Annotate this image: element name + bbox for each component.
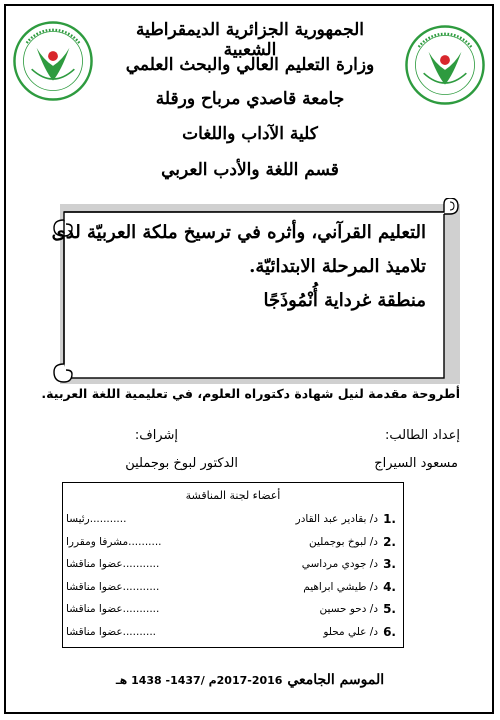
committee-member <box>64 602 400 620</box>
season-label: الموسم الجامعي <box>287 672 385 688</box>
committee-member <box>64 557 400 575</box>
member-number: 4. <box>383 580 396 594</box>
academic-season <box>110 672 390 688</box>
university-logo-left <box>12 20 94 102</box>
member-name: د/ لبوخ بوجملين <box>308 536 378 548</box>
member-role: ...........عضوا مناقشا <box>66 558 160 570</box>
department-name: قسم اللغة والأدب العربي <box>161 160 339 180</box>
preparer-name: مسعود السيراج <box>374 456 458 471</box>
republic-name: الجمهورية الجزائرية الديمقراطية الشعبية <box>135 20 364 60</box>
preparer-label: إعداد الطالب: <box>384 428 460 443</box>
thesis-title-line-1: التعليم القرآني، وأثره في ترسيخ ملكة العربيّة لدى <box>51 222 426 243</box>
thesis-title-line-3: منطقة غرداية أُنْمُوذَجًا <box>263 290 426 311</box>
university-name: جامعة قاصدي مرباح ورقلة <box>155 89 345 109</box>
member-number: 5. <box>383 602 396 616</box>
university-logo-right <box>404 24 486 106</box>
committee-title: أعضاء لجنة المناقشة <box>185 489 281 502</box>
committee-member <box>64 512 400 530</box>
season-years: 2016-2017م /1437- 1438 هـ <box>115 674 283 687</box>
faculty-name: كلية الآداب واللغات <box>182 124 318 144</box>
member-number: 1. <box>383 512 396 526</box>
member-role: ...........رئيسا <box>66 513 127 525</box>
member-name: د/ علي محلو <box>323 626 378 638</box>
member-number: 2. <box>383 535 396 549</box>
member-name: د/ بقادير عبد القادر <box>295 513 378 525</box>
ministry-name: وزارة التعليم العالي والبحث العلمي <box>125 55 375 75</box>
member-number: 6. <box>383 625 396 639</box>
committee-member <box>64 535 400 553</box>
committee-member <box>64 580 400 598</box>
member-role: ..........مشرفا ومقررا <box>66 536 162 548</box>
member-name: د/ جودي مرداسي <box>301 558 378 570</box>
committee-member <box>64 625 400 643</box>
member-role: ...........عضوا مناقشا <box>66 581 160 593</box>
member-number: 3. <box>383 557 396 571</box>
thesis-title-line-2: تلاميذ المرحلة الابتدائيّة. <box>249 256 426 277</box>
supervisor-label: إشراف: <box>134 428 178 443</box>
member-role: ...........عضوا مناقشا <box>66 603 160 615</box>
member-name: د/ دحو حسين <box>319 603 378 615</box>
member-role: ..........عضوا مناقشا <box>66 626 157 638</box>
thesis-purpose: أطروحة مقدمة لنيل شهادة دكتوراه العلوم، في تعليمية اللغة العربية. <box>41 386 460 401</box>
supervisor-name: الدكتور لبوخ بوجملين <box>125 456 238 471</box>
member-name: د/ طيشي ابراهيم <box>303 581 378 593</box>
